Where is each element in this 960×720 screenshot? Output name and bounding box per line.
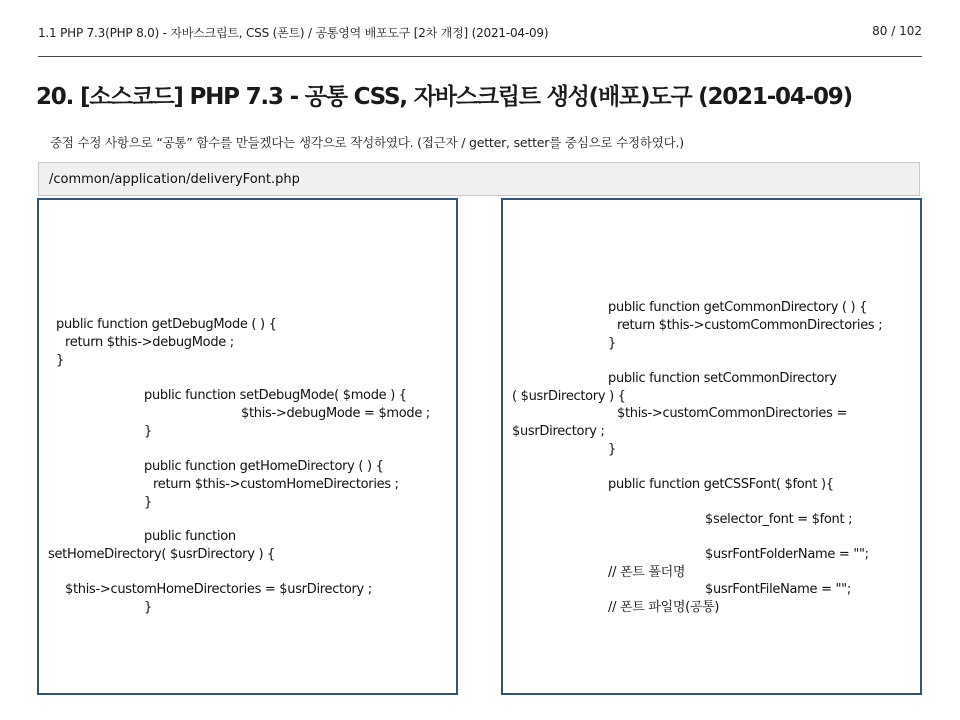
page-counter: 80 / 102 — [872, 24, 922, 38]
file-path: /common/application/deliveryFont.php — [49, 172, 300, 187]
page-header — [38, 24, 922, 44]
code-line: public function setDebugMode( $mode ) { — [144, 388, 407, 403]
breadcrumb: 1.1 PHP 7.3(PHP 8.0) - 자바스크립트, CSS (폰트) / 공통영역 배포도구 [2차 개정] (2021-04-09) — [38, 26, 549, 40]
code-line: $this->customHomeDirectories = $usrDirectory ; — [65, 582, 372, 597]
code-line: setHomeDirectory( $usrDirectory ) { — [48, 547, 276, 562]
code-line: } — [144, 495, 152, 510]
code-line: public function — [144, 529, 236, 544]
code-line: $this->customCommonDirectories = — [617, 406, 848, 421]
code-panel-left — [37, 198, 458, 695]
code-line: } — [56, 353, 64, 368]
code-line: public function getDebugMode ( ) { — [56, 317, 277, 332]
header-divider — [38, 56, 922, 57]
code-line: // 폰트 파일명(공통) — [608, 600, 720, 615]
code-block-right — [503, 200, 920, 693]
code-line: } — [144, 424, 152, 439]
code-line: $usrDirectory ; — [512, 424, 605, 439]
code-line: public function setCommonDirectory — [608, 371, 837, 386]
code-line: } — [144, 600, 152, 615]
code-block-left — [39, 200, 456, 693]
code-line: // 폰트 폴더명 — [608, 565, 686, 580]
code-line: $selector_font = $font ; — [705, 512, 853, 527]
code-line: return $this->debugMode ; — [65, 335, 234, 350]
code-panel-right — [501, 198, 922, 695]
code-line: return $this->customCommonDirectories ; — [617, 318, 883, 333]
code-line: return $this->customHomeDirectories ; — [153, 477, 399, 492]
code-line: } — [608, 442, 616, 457]
code-line: public function getHomeDirectory ( ) { — [144, 459, 384, 474]
code-line: $usrFontFileName = ""; — [705, 582, 851, 597]
code-line: public function getCSSFont( $font ){ — [608, 477, 834, 492]
code-line: public function getCommonDirectory ( ) { — [608, 300, 868, 315]
code-line: } — [608, 336, 616, 351]
file-path-bar — [38, 162, 920, 196]
code-line: $usrFontFolderName = ""; — [705, 547, 869, 562]
code-line: ( $usrDirectory ) { — [512, 389, 626, 404]
code-line: $this->debugMode = $mode ; — [241, 406, 430, 421]
description-note: 중점 수정 사항으로 “공통” 함수를 만들겠다는 생각으로 작성하였다. (접근자 / getter, setter를 중심으로 수정하였다.) — [50, 135, 684, 150]
page-title: 20. [소스코드] PHP 7.3 - 공통 CSS, 자바스크립트 생성(배포)도구 (2021-04-09) — [36, 84, 852, 110]
